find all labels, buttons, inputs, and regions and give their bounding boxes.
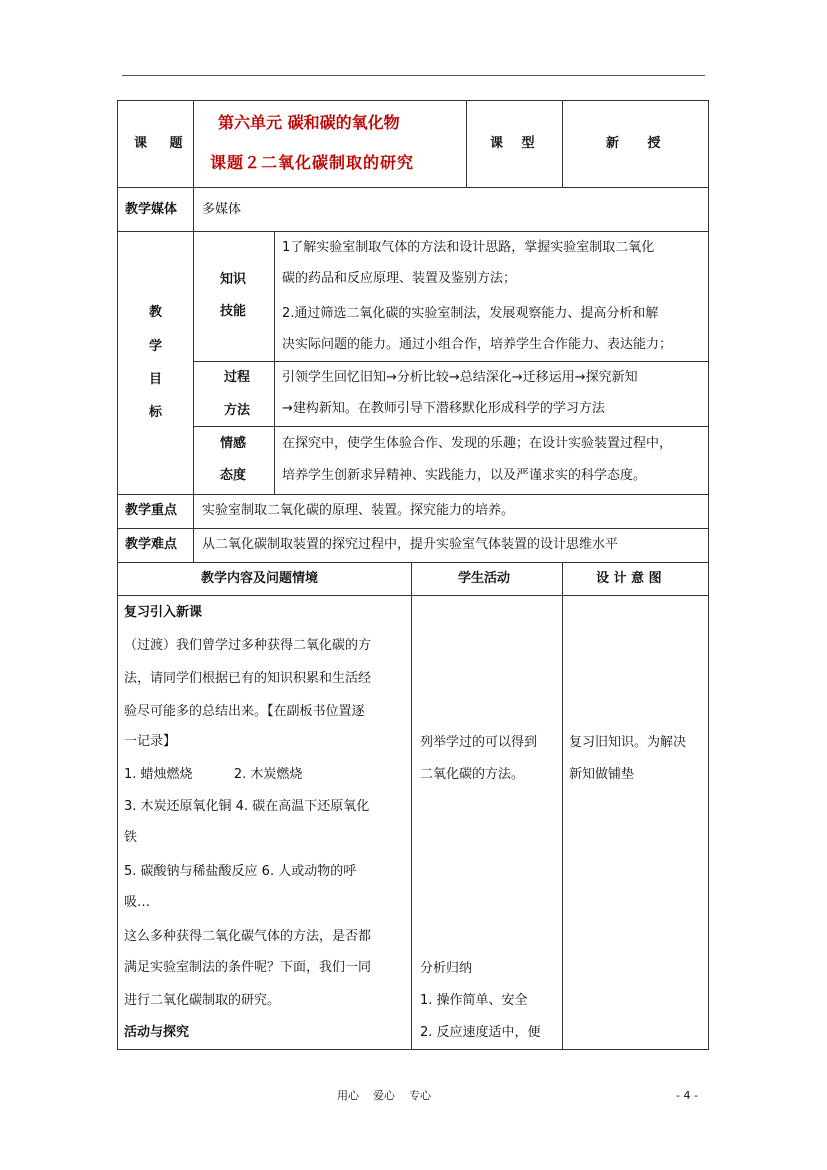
rule	[117, 595, 709, 596]
label-key-point: 教学重点	[125, 503, 178, 518]
rule	[193, 494, 194, 563]
process-text-line: →建构新知。在教师引导下潜移默化形成科学的学习方法	[282, 401, 605, 416]
emotion-label: 态度	[220, 468, 247, 483]
content-line: 吸…	[124, 895, 151, 910]
goals-label-char: 教	[149, 305, 163, 320]
label-difficulty: 教学难点	[125, 537, 178, 552]
key-point-text: 实验室制取二氧化碳的原理、装置。探究能力的培养。	[202, 503, 515, 518]
knowledge-text-line: 1了解实验室制取气体的方法和设计思路，掌握实验室制取二氧化	[282, 240, 655, 255]
emotion-text-line: 在探究中，使学生体验合作、发现的乐趣；在设计实验装置过程中，	[282, 436, 673, 451]
process-text-line: 引领学生回忆旧知→分析比较→总结深化→迁移运用→探究新知	[282, 370, 638, 385]
rule	[117, 231, 709, 232]
student-activity-line: 2. 反应速度适中，便	[420, 1025, 541, 1040]
rule	[466, 100, 467, 188]
rule	[193, 100, 194, 495]
goals-label-char: 学	[149, 339, 163, 354]
student-activity-line: 分析归纳	[420, 961, 473, 976]
design-intent-line: 新知做铺垫	[569, 767, 635, 782]
content-line: 一记录】	[124, 734, 177, 749]
content-line: （过渡）我们曾学过多种获得二氧化碳的方	[124, 638, 372, 653]
rule	[117, 562, 709, 563]
content-line: 铁	[124, 830, 138, 845]
media-value: 多媒体	[202, 202, 242, 217]
student-activity-line: 列举学过的可以得到	[420, 735, 538, 750]
rule	[562, 562, 563, 1050]
rule	[562, 100, 563, 188]
lesson-title-topic: 课题２二氧化碳制取的研究	[210, 153, 415, 172]
rule	[193, 426, 709, 427]
label-type: 课 型	[490, 136, 535, 151]
emotion-label: 情感	[220, 436, 247, 451]
col-header-student: 学生活动	[458, 571, 511, 586]
page-number: - 4 -	[676, 1089, 698, 1102]
goals-label-char: 目	[149, 372, 163, 387]
content-line: 法，请同学们根据已有的知识积累和生活经	[124, 671, 372, 686]
col-header-content: 教学内容及问题情境	[201, 571, 319, 586]
emotion-text-line: 培养学生创新求异精神、实践能力，以及严谨求实的科学态度。	[282, 468, 647, 483]
header-rule	[122, 75, 705, 76]
content-line: 满足实验室制法的条件呢？下面，我们一同	[124, 960, 372, 975]
content-line: 活动与探究	[124, 1025, 190, 1040]
knowledge-label: 知识	[220, 272, 247, 287]
process-label: 过程	[224, 370, 251, 385]
goals-label-char: 标	[149, 405, 163, 420]
content-line: 复习引入新课	[124, 605, 203, 620]
rule	[117, 187, 709, 188]
type-value: 新 授	[606, 136, 661, 151]
label-media: 教学媒体	[125, 202, 178, 217]
label-subject: 课 题	[134, 136, 183, 151]
knowledge-text-line: 决实际问题的能力。通过小组合作，培养学生合作能力、表达能力；	[282, 337, 673, 352]
col-header-design: 设 计 意 图	[596, 571, 662, 586]
knowledge-label: 技能	[220, 304, 247, 319]
rule	[274, 231, 275, 495]
rule	[117, 494, 709, 495]
content-line: 1. 蜡烛燃烧 2. 木炭燃烧	[124, 767, 303, 782]
difficulty-text: 从二氧化碳制取装置的探究过程中，提升实验室气体装置的设计思维水平	[202, 537, 619, 552]
rule	[411, 562, 412, 1050]
content-line: 这么多种获得二氧化碳气体的方法，是否都	[124, 929, 372, 944]
knowledge-text-line: 2.通过筛选二氧化碳的实验室制法，发展观察能力、提高分析和解	[282, 306, 659, 321]
content-line: 验尽可能多的总结出来。【在副板书位置逐	[124, 704, 365, 719]
content-line: 5. 碳酸钠与稀盐酸反应 6. 人或动物的呼	[124, 864, 357, 879]
content-line: 3. 木炭还原氧化铜 4. 碳在高温下还原氧化	[124, 799, 370, 814]
rule	[117, 528, 709, 529]
footer-motto: 用心 爱心 专心	[337, 1089, 431, 1102]
design-intent-line: 复习旧知识。为解决	[569, 735, 687, 750]
lesson-title-unit: 第六单元 碳和碳的氧化物	[218, 113, 400, 132]
content-line: 进行二氧化碳制取的研究。	[124, 993, 281, 1008]
student-activity-line: 1. 操作简单、安全	[420, 993, 528, 1008]
student-activity-line: 二氧化碳的方法。	[420, 767, 525, 782]
rule	[193, 361, 709, 362]
knowledge-text-line: 碳的药品和反应原理、装置及鉴别方法；	[282, 271, 517, 286]
process-label: 方法	[224, 403, 251, 418]
